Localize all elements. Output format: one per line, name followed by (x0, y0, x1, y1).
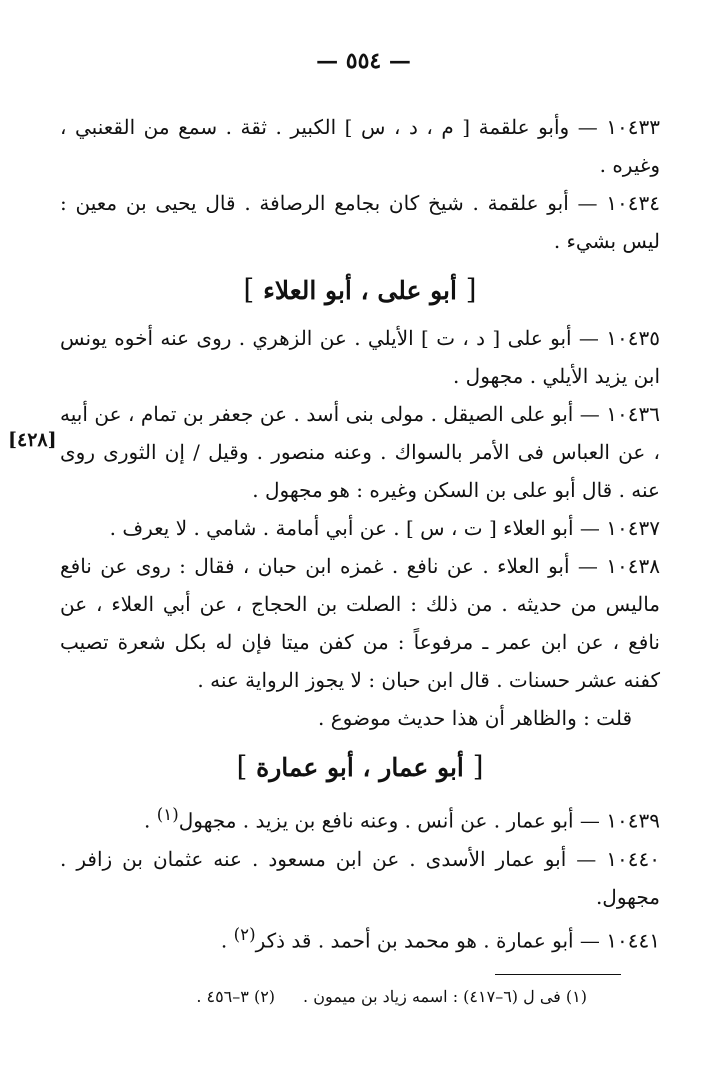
author-note: قلت : والظاهر أن هذا حديث موضوع . (317, 706, 632, 730)
footnote-divider (495, 974, 621, 975)
heading-bracket-open: [ (472, 750, 484, 783)
entry-tail: . (144, 808, 157, 833)
heading-title: أبو عمار ، أبو عمارة (256, 753, 464, 782)
entry-tail: . (220, 928, 234, 953)
entry-10437: ١٠٤٣٧ — أبو العلاء [ ت ، س ] . عن أبي أمامة . شامي . لا يعرف . (109, 516, 660, 540)
entry-10436: ١٠٤٣٦ — أبو على الصيقل . مولى بنى أسد . عن جعفر بن تمام ، عن أبيه ، عن العباس فى الأمر بالسواك . وعنه منصور . وقيل / إن الثورى روى عنه . قال أبو على بن السكن وغيره : هو مجهول . (60, 402, 660, 502)
entry-10433: ١٠٤٣٣ — وأبو علقمة [ م ، د ، س ] الكبير . ثقة . سمع من القعنبي ، وغيره . (60, 115, 660, 177)
footnote-1: (١) فى ل (٦–٤١٧) : اسمه زياد بن ميمون . (303, 987, 587, 1006)
section-heading-abu-ali (60, 266, 660, 315)
entry-text: ١٠٤٤١ — أبو عمارة . هو محمد بن أحمد . قد ذكر (255, 928, 660, 953)
footnote-ref: (٢) (233, 924, 256, 944)
entry-10438: ١٠٤٣٨ — أبو العلاء . عن نافع . غمزه ابن حبان ، فقال : روى عن نافع ماليس من حديثه . من ذلك : الصلت بن الحجاج ، عن أبي العلاء ، عن نافع ، عن ابن عمر ـ مرفوعاً : من كفن ميتا فإن له بكل شعرة تصيب كفنه عشر حسنات . قال ابن حبان : لا يجوز الرواية عنه . (60, 554, 660, 692)
entry-10440: ١٠٤٤٠ — أبو عمار الأسدى . عن ابن مسعود . عنه عثمان بن زافر . مجهول. (60, 846, 660, 909)
entry-10434: ١٠٤٣٤ — أبو علقمة . شيخ كان بجامع الرصافة . قال يحيى بن معين : ليس بشيء . (60, 191, 660, 253)
heading-bracket-close: ] (236, 750, 248, 783)
heading-bracket-close: ] (243, 273, 255, 306)
footnote-ref: (١) (156, 805, 179, 824)
heading-title: أبو على ، أبو العلاء (263, 276, 457, 305)
entry-10441 (60, 916, 660, 960)
heading-bracket-open: [ (465, 273, 477, 306)
entry-10435: ١٠٤٣٥ — أبو على [ د ، ت ] الأيلي . عن الزهري . روى عنه أخوه يونس ابن يزيد الأيلي . مجهول . (60, 326, 660, 388)
footnotes (167, 984, 587, 1010)
body-text (60, 108, 660, 959)
entry-text: ١٠٤٣٩ — أبو عمار . عن أنس . وعنه نافع بن يزيد . مجهول (178, 808, 660, 833)
footnote-2: (٢) ٣–٤٥٦ . (196, 987, 276, 1006)
entry-10439 (60, 796, 660, 840)
section-heading-abu-ammar (60, 743, 660, 792)
page-number: — ٥٥٤ — (316, 48, 411, 74)
margin-note: [٤٢٨] (8, 429, 57, 451)
